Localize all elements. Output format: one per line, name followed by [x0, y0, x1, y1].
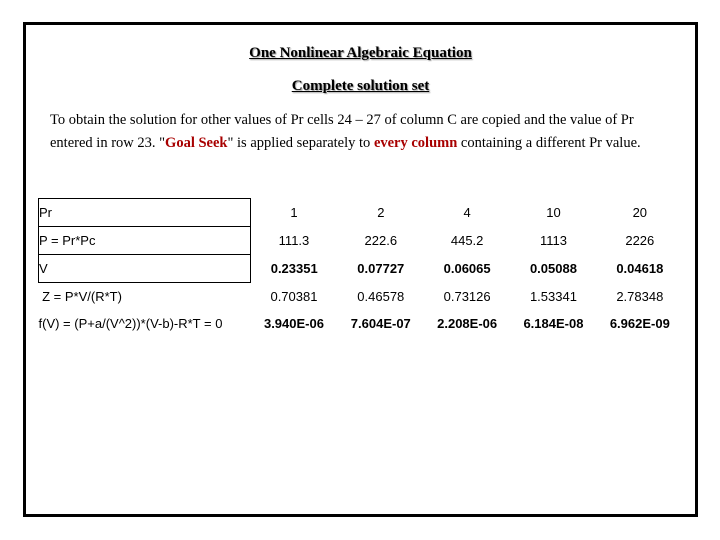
row-label: Pr: [39, 199, 251, 227]
table-cell: 0.46578: [357, 288, 405, 304]
goal-seek-highlight: Goal Seek: [165, 134, 228, 151]
table-cell: 2.78348: [616, 288, 664, 304]
table-cell: 0.06065: [443, 261, 491, 276]
page-subtitle: Complete solution set: [291, 78, 430, 94]
table-row-p: [39, 227, 684, 255]
table-cell: 4: [463, 205, 471, 220]
table-row-v: [39, 255, 684, 283]
table-cell: 445.2: [450, 233, 484, 248]
table-cell: 2226: [625, 233, 655, 248]
description-text-2: " is applied separately to: [227, 134, 374, 151]
table-cell: 6.184E-08: [523, 316, 584, 331]
row-label: V: [39, 255, 251, 283]
table-cell: 0.05088: [529, 261, 577, 276]
table-cell: 1.53341: [529, 288, 577, 304]
table-cell: 1: [290, 205, 298, 220]
table-cell: 0.73126: [443, 288, 491, 304]
every-column-highlight: every column: [373, 134, 458, 151]
table-cell: 0.07727: [357, 261, 405, 276]
table-cell: 20: [632, 205, 648, 220]
table-cell: 0.70381: [270, 288, 318, 304]
table-row-z: [39, 283, 684, 311]
slide-frame: [23, 22, 698, 517]
table-row-fv: [39, 310, 684, 337]
table-cell: 2.208E-06: [437, 316, 498, 331]
row-label: P = Pr*Pc: [39, 227, 251, 255]
table-cell: 3.940E-06: [263, 316, 324, 331]
table-cell: 7.604E-07: [350, 316, 411, 331]
table-row-pr: [39, 199, 684, 227]
table-cell: 6.962E-09: [609, 316, 670, 331]
table-cell: 0.23351: [270, 261, 318, 276]
description-paragraph: [50, 109, 670, 154]
description-text-3: containing a different Pr value.: [457, 134, 641, 151]
description-text-1: To obtain the solution for other values of Pr cells 24 – 27 of column C are copied and the value of Pr entered in row 23. ": [50, 112, 634, 151]
page-title: One Nonlinear Algebraic Equation: [249, 45, 472, 61]
row-label: f(V) = (P+a/(V^2))*(V-b)-R*T = 0: [38, 316, 223, 331]
row-label: Z = P*V/(R*T): [38, 289, 122, 304]
solution-table: [38, 198, 683, 337]
table-cell: 111.3: [278, 233, 310, 248]
table-cell: 10: [546, 205, 561, 220]
table-cell: 0.04618: [616, 261, 664, 276]
table-cell: 1113: [539, 233, 567, 248]
table-cell: 2: [377, 205, 385, 220]
table-cell: 222.6: [364, 233, 398, 248]
